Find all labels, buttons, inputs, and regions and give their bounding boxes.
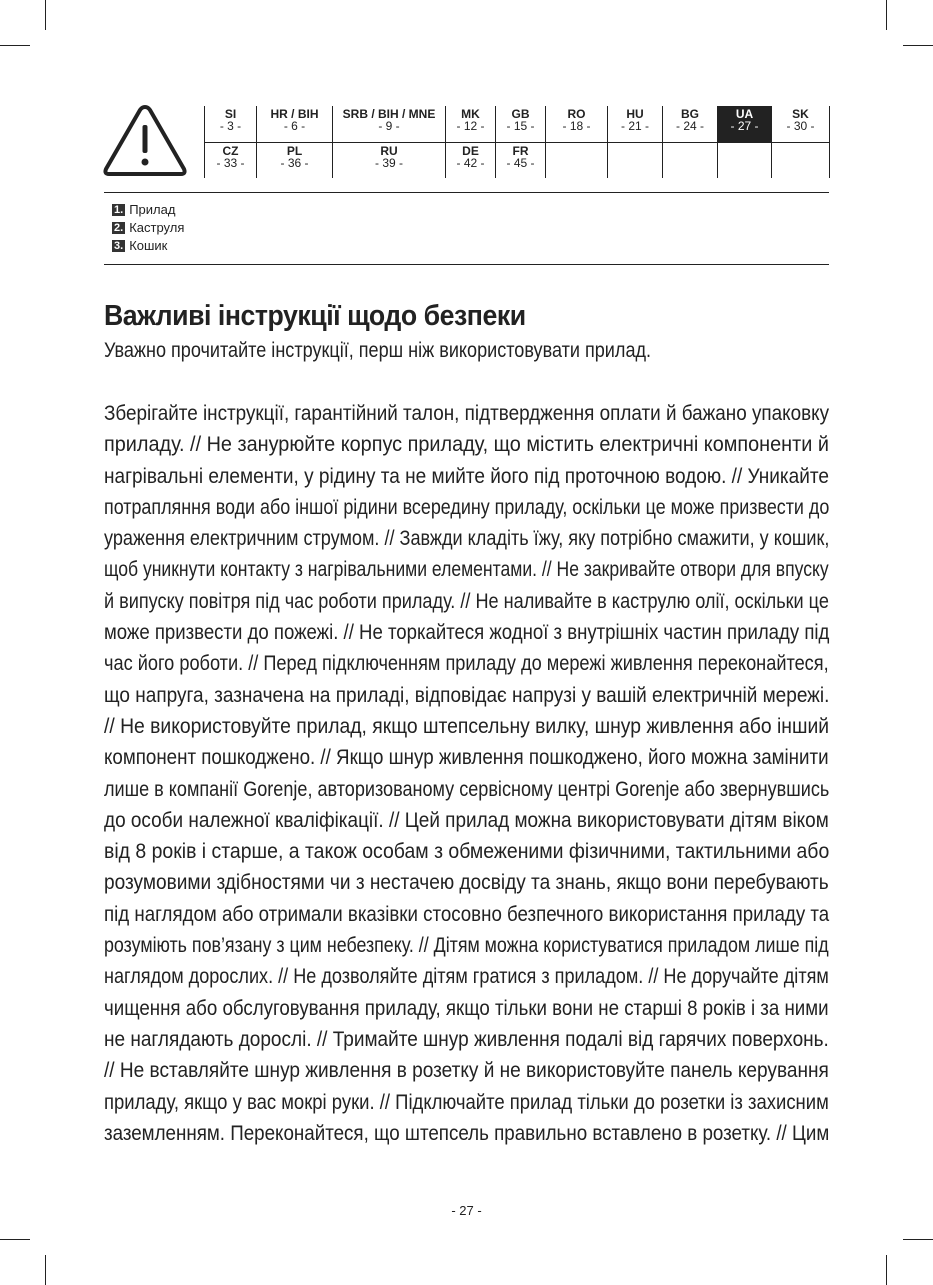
- language-cell-empty: [663, 142, 718, 178]
- language-row: [205, 142, 830, 178]
- language-cell[interactable]: FR - 45 -: [496, 142, 546, 178]
- language-cell-active[interactable]: UA - 27 -: [718, 106, 772, 142]
- divider: [104, 264, 829, 265]
- body-line: компонент пошкоджено. // Якщо шнур живлення пошкоджено, його можна замінити: [104, 746, 829, 770]
- language-cell[interactable]: SI - 3 -: [205, 106, 257, 142]
- part-label: Прилад: [129, 202, 176, 217]
- body-line: Зберігайте інструкції, гарантійний талон, підтвердження оплати й бажано упаковку: [104, 402, 830, 425]
- body-line: ураження електричним струмом. // Завжди кладіть їжу, яку потрібно смажити, у кошик,: [104, 527, 830, 551]
- language-cell-empty: [718, 142, 772, 178]
- safety-instructions-body: [104, 398, 829, 1149]
- body-line: потрапляння води або іншої рідини всередину приладу, оскільки це може призвести до: [104, 495, 830, 519]
- body-line: не наглядають дорослі. // Тримайте шнур живлення подалі від гарячих поверхонь.: [104, 1027, 829, 1051]
- language-cell[interactable]: RO - 18 -: [546, 106, 608, 142]
- body-line: під наглядом або отримали вказівки стосовно безпечного використання приладу та: [104, 902, 830, 926]
- part-item: [112, 201, 184, 219]
- parts-list: [112, 201, 184, 255]
- language-cell-empty: [608, 142, 663, 178]
- language-cell[interactable]: PL - 36 -: [257, 142, 333, 178]
- body-line: лише в компанії Gorenje, авторизованому сервісному центрі Gorenje або звернувшись: [104, 777, 830, 801]
- body-line: що напруга, зазначена на приладі, відповідає напрузі у вашій електричній мережі.: [104, 683, 830, 707]
- language-cell[interactable]: MK - 12 -: [446, 106, 496, 142]
- section-subtitle: Уважно прочитайте інструкції, перш ніж використовувати прилад.: [104, 339, 652, 362]
- body-line: розумовими здібностями чи з нестачею досвіду та знань, якщо вони перебувають: [104, 871, 829, 895]
- part-label: Кошик: [129, 238, 168, 253]
- part-number: 2.: [114, 222, 124, 234]
- language-cell[interactable]: HR / BIH - 6 -: [257, 106, 333, 142]
- body-line: приладу. // Не занурюйте корпус приладу, що містить електричні компоненти й: [104, 433, 829, 457]
- body-line: заземленням. Переконайтеся, що штепсель правильно вставлено в розетку. // Цим: [104, 1121, 830, 1145]
- language-cell[interactable]: RU - 39 -: [333, 142, 446, 178]
- language-cell-empty: [772, 142, 830, 178]
- language-cell-empty: [546, 142, 608, 178]
- crop-mark: [0, 1239, 30, 1240]
- part-label: Каструля: [129, 220, 185, 235]
- language-cell[interactable]: HU - 21 -: [608, 106, 663, 142]
- body-line: до особи належної кваліфікації. // Цей прилад можна використовувати дітям віком: [104, 808, 829, 832]
- language-cell[interactable]: CZ - 33 -: [205, 142, 257, 178]
- body-line: // Не використовуйте прилад, якщо штепсельну вилку, шнур живлення або інший: [104, 714, 830, 738]
- crop-mark: [45, 0, 46, 30]
- part-item: [112, 237, 184, 255]
- body-line: щоб уникнути контакту з нагрівальними елементами. // Не закривайте отвори для впуску: [104, 558, 829, 582]
- body-line: нагрівальні елементи, у рідину та не мийте його під проточною водою. // Уникайте: [104, 464, 829, 488]
- language-index-table: [204, 106, 830, 178]
- body-line: розуміють пов’язану з цим небезпеку. // Дітям можна користуватися приладом лише під: [104, 934, 829, 958]
- crop-mark: [903, 1239, 933, 1240]
- part-item: [112, 219, 184, 237]
- language-cell[interactable]: GB - 15 -: [496, 106, 546, 142]
- language-row: [205, 106, 830, 142]
- body-line: наглядом дорослих. // Не дозволяйте дітям гратися з приладом. // Не доручайте дітям: [104, 965, 829, 989]
- body-line: й випуску повітря під час роботи приладу. // Не наливайте в каструлю олії, оскільки це: [104, 589, 829, 613]
- warning-icon: [103, 103, 187, 177]
- body-line: чищення або обслуговування приладу, якщо тільки вони не старші 8 років і за ними: [104, 996, 829, 1020]
- section-heading: Важливі інструкції щодо безпеки: [104, 300, 526, 332]
- part-number: 1.: [114, 204, 124, 216]
- body-line: може призвести до пожежі. // Не торкайтеся жодної з внутрішніх частин приладу під: [104, 621, 830, 645]
- divider: [104, 192, 829, 193]
- body-line: час його роботи. // Перед підключенням приладу до мережі живлення переконайтеся,: [104, 652, 829, 676]
- language-cell[interactable]: SK - 30 -: [772, 106, 830, 142]
- crop-mark: [886, 0, 887, 30]
- body-line: від 8 років і старше, а також особам з обмеженими фізичними, тактильними або: [104, 840, 830, 864]
- crop-mark: [903, 45, 933, 46]
- crop-mark: [0, 45, 30, 46]
- language-cell[interactable]: BG - 24 -: [663, 106, 718, 142]
- page-number: - 27 -: [451, 1203, 482, 1218]
- language-cell[interactable]: SRB / BIH / MNE - 9 -: [333, 106, 446, 142]
- language-cell[interactable]: DE - 42 -: [446, 142, 496, 178]
- body-line: // Не вставляйте шнур живлення в розетку й не використовуйте панель керування: [104, 1059, 829, 1083]
- body-line: приладу, якщо у вас мокрі руки. // Підключайте прилад тільки до розетки із захисним: [104, 1090, 829, 1114]
- crop-mark: [45, 1255, 46, 1285]
- part-number: 3.: [114, 240, 124, 252]
- crop-mark: [886, 1255, 887, 1285]
